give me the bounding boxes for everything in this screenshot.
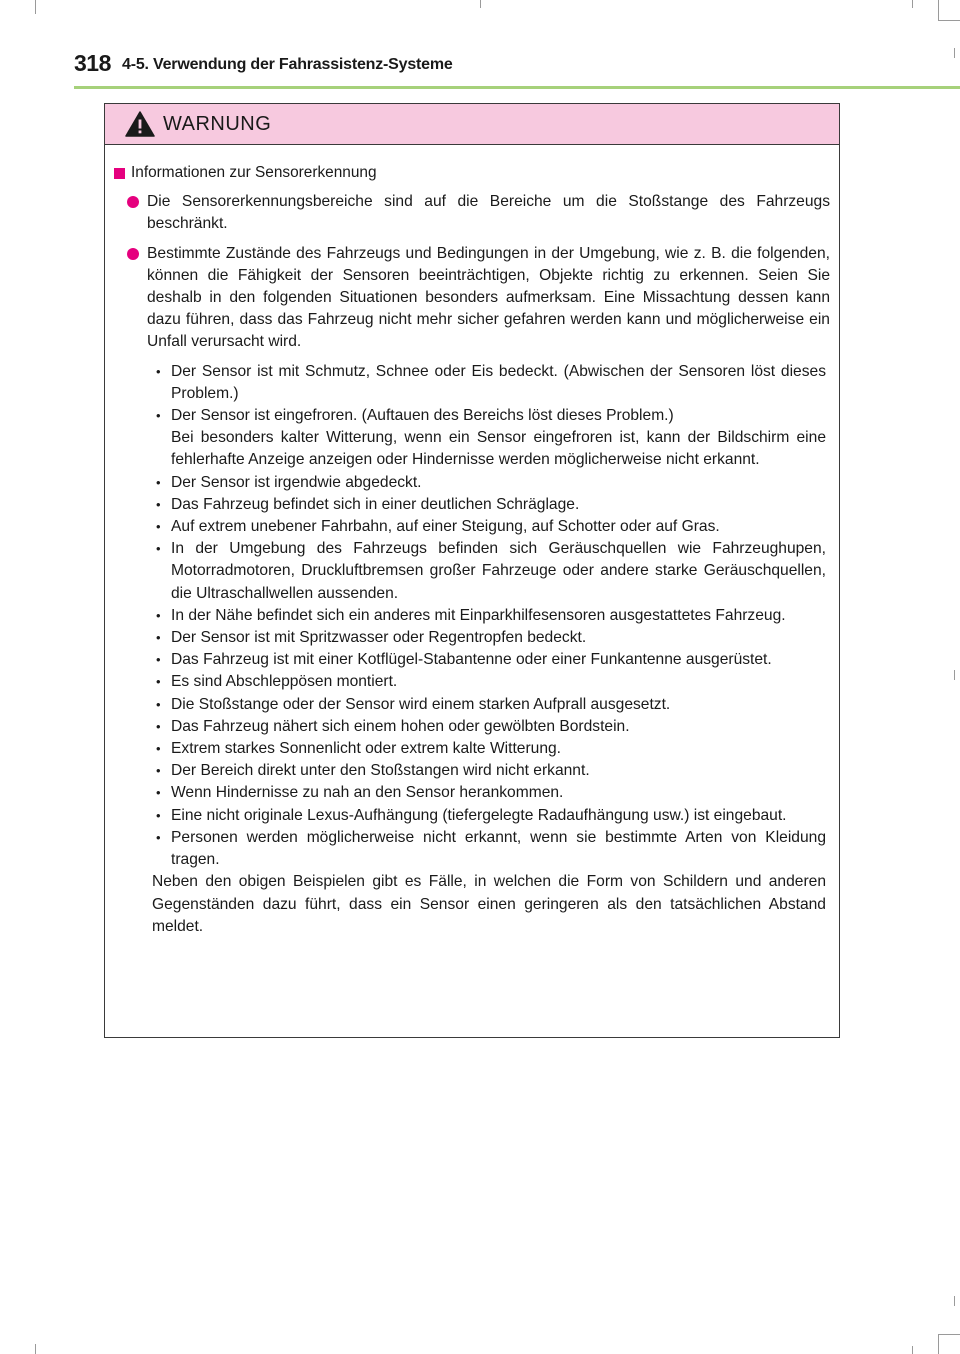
crop-mark — [938, 1334, 960, 1335]
round-bullet-icon — [127, 196, 139, 208]
list-item — [152, 760, 826, 782]
crop-mark — [35, 0, 36, 14]
crop-mark — [938, 1334, 939, 1354]
header-rule — [74, 86, 960, 89]
crop-mark — [35, 1344, 36, 1354]
list-item-text: Der Bereich direkt unter den Stoßstangen wird nicht erkannt. — [171, 762, 590, 780]
list-item — [152, 805, 826, 827]
list-item-text: Der Sensor ist irgendwie abgedeckt. — [171, 473, 422, 491]
list-item — [152, 405, 826, 472]
subheading — [114, 162, 830, 184]
crop-mark — [912, 0, 913, 8]
list-item — [152, 716, 826, 738]
condition-list — [114, 361, 830, 872]
list-item — [152, 627, 826, 649]
list-item-text: Extrem starkes Sonnenlicht oder extrem kalte Witterung. — [171, 740, 562, 758]
list-item — [152, 694, 826, 716]
list-item-text: Das Fahrzeug befindet sich in einer deutlichen Schräglage. — [171, 495, 580, 513]
list-item — [152, 538, 826, 605]
closing-paragraph: Neben den obigen Beispielen gibt es Fälle, in welchen die Form von Schildern und anderen Gegenständen dazu führt, dass ein Sensor einen geringeren als den tatsächlichen Abstand meldet. — [152, 873, 826, 935]
list-item-text: Der Sensor ist mit Spritzwasser oder Regentropfen bedeckt. — [171, 629, 587, 647]
list-item — [152, 472, 826, 494]
paragraph-text: Die Sensorerkennungsbereiche sind auf die Bereiche um die Stoßstange des Fahrzeugs beschränkt. — [147, 193, 830, 233]
crop-mark — [938, 20, 960, 21]
list-item — [152, 827, 826, 871]
square-bullet-icon — [114, 168, 125, 179]
warning-header — [105, 104, 839, 145]
list-item — [152, 516, 826, 538]
crop-mark — [954, 1296, 955, 1306]
paragraph-text: Bestimmte Zustände des Fahrzeugs und Bedingungen in der Umgebung, wie z. B. die folgenden, können die Fähigkeit der Sensoren beeinträchtigen, Objekte richtig zu erkennen. Seien Sie deshalb in den folgenden Situationen besonders aufmerksam. Eine Missachtung dessen kann dazu führen, dass das Fahrzeug nicht mehr sicher gefahren werden kann und möglicherweise ein Unfall verursacht wird. — [147, 244, 830, 351]
list-item — [152, 494, 826, 516]
list-item-text: Es sind Abschleppösen montiert. — [171, 673, 398, 691]
paragraph — [114, 243, 830, 354]
list-item-text: Eine nicht originale Lexus-Aufhängung (tiefergelegte Radaufhängung usw.) ist eingebaut. — [171, 806, 787, 824]
list-item — [152, 738, 826, 760]
list-item-text: Der Sensor ist mit Schmutz, Schnee oder Eis bedeckt. (Abwischen der Sensoren löst dieses Problem.) — [171, 362, 826, 402]
page-number: 318 — [74, 50, 111, 76]
crop-mark — [912, 1346, 913, 1354]
page-header — [74, 46, 960, 86]
list-item-text: Die Stoßstange oder der Sensor wird einem starken Aufprall ausgesetzt. — [171, 695, 671, 713]
list-item-text: In der Umgebung des Fahrzeugs befinden sich Geräuschquellen wie Fahrzeughupen, Motorradmotoren, Druckluftbremsen großer Fahrzeuge oder andere starke Geräuschquellen, die Ultraschallwellen aussenden. — [171, 540, 826, 602]
section-title: 4-5. Verwendung der Fahrassistenz-Systeme — [122, 56, 453, 73]
list-item-text: Wenn Hindernisse zu nah an den Sensor herankommen. — [171, 784, 564, 802]
round-bullet-icon — [127, 248, 139, 260]
list-item-text: Der Sensor ist eingefroren. (Auftauen des Bereichs löst dieses Problem.) — [171, 407, 674, 425]
paragraph — [114, 191, 830, 235]
crop-mark — [954, 670, 955, 680]
warning-content — [105, 145, 839, 938]
list-item — [152, 605, 826, 627]
list-item-text: Personen werden möglicherweise nicht erkannt, wenn sie bestimmte Arten von Kleidung tragen. — [171, 828, 826, 869]
list-item-text: Auf extrem unebener Fahrbahn, auf einer Steigung, auf Schotter oder auf Gras. — [171, 518, 720, 536]
list-item — [152, 361, 826, 405]
list-item — [152, 671, 826, 693]
crop-mark — [938, 0, 939, 20]
crop-mark — [480, 0, 481, 8]
list-item — [152, 649, 826, 671]
warning-triangle-icon — [125, 111, 155, 137]
warning-title: WARNUNG — [163, 112, 272, 135]
list-item-continuation: Bei besonders kalter Witterung, wenn ein Sensor eingefroren ist, kann der Bildschirm eine fehlerhafte Anzeige anzeigen oder Hindernisse werden möglicherweise nicht erkannt. — [171, 429, 826, 469]
warning-box — [104, 103, 840, 1038]
list-item-text: In der Nähe befindet sich ein anderes mit Einparkhilfesensoren ausgestattetes Fahrzeug. — [171, 606, 786, 624]
list-item — [152, 782, 826, 804]
subheading-text: Informationen zur Sensorerkennung — [131, 164, 377, 181]
list-item-text: Das Fahrzeug nähert sich einem hohen oder gewölbten Bordstein. — [171, 717, 630, 735]
list-item-text: Das Fahrzeug ist mit einer Kotflügel-Stabantenne oder einer Funkantenne ausgerüstet. — [171, 651, 772, 669]
